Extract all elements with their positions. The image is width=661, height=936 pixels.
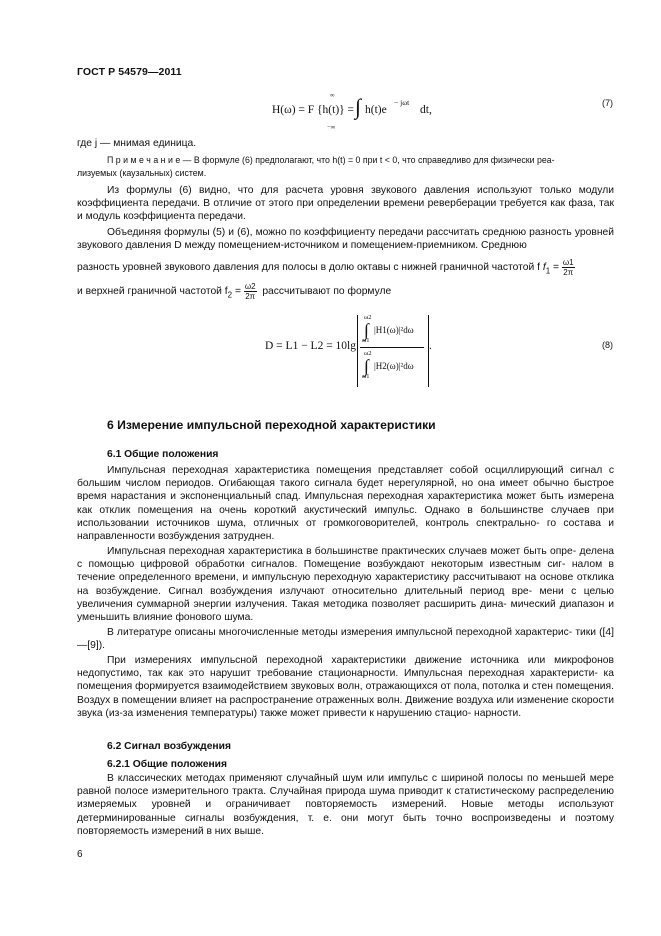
p61d-line: При измерениях импульсной переходной характеристики движение источника или микрофонов — [107, 655, 614, 666]
p61a-line: быть измерена как отклик помещения на очень короткий акустический импульс. Однако в большинстве — [77, 491, 614, 516]
p61b-line: делена с помощью цифровой обработки сигналов. Помещение возбуждают некоторым известным сиг- — [77, 546, 614, 571]
eq7-lhs: H(ω) = F {h(t)} = — [272, 104, 355, 116]
eq7-upper-limit: ∞ — [330, 92, 335, 99]
standard-header: ГОСТ Р 54579—2011 — [77, 66, 182, 78]
eq8-fraction-bar — [360, 347, 424, 348]
p61b-line: основе отклика на возбуждение. Сигнал возбуждения излучают относительно длительный период вре- — [77, 572, 614, 597]
f1-num: ω1 — [562, 258, 574, 267]
p61d-line: нарности. — [474, 707, 522, 719]
section-6-1-heading: 6.1 Общие положения — [107, 449, 219, 460]
where-j-line: где j — мнимая единица. — [77, 138, 197, 149]
paragraph-1 — [77, 184, 614, 224]
paragraph-6-1-c — [77, 626, 614, 652]
eq7-integrand: h(t)e — [365, 104, 387, 116]
eq7-tail: dt, — [420, 104, 432, 116]
paragraph-6-1-b — [77, 545, 614, 624]
f2-num: ω2 — [244, 282, 256, 291]
eq8-top-lower: ω1 — [362, 337, 370, 344]
para2-line: и верхней граничной частотой f — [77, 286, 228, 298]
p61a-line: с большим числом периодов. Огибающая такого сигнала будет нерегулярной, но она имеет обычно — [77, 465, 614, 490]
p61d-line: ка помещения формируется взаимодействием звуковых волн, отражающихся от пола, потолка и стен — [77, 668, 614, 693]
p621-line: В классических методах применяют случайный шум или импульс с шириной полосы по меньшей — [107, 773, 586, 784]
para1-line: Из формулы (6) видно, что для расчета уровня звукового давления используют только модули — [107, 185, 614, 196]
p61a-line: быстрое время нарастания и экспоненциальный спад. Импульсная переходная характеристика может — [77, 478, 614, 503]
eq8-bot-integrand: |H2(ω)|²dω — [374, 361, 414, 371]
section-6-heading: 6 Измерение импульсной переходной характеристики — [107, 418, 436, 432]
para2-line-f2: и верхней граничной частотой $f_2$ = $\frac{\omega 2}{2\pi}$ рассчитывают по формуле — [77, 282, 392, 301]
p61b-line: Импульсная переходная характеристика в большинстве практических случаев может быть опре- — [107, 546, 577, 557]
f2-subscript: 2 — [227, 290, 233, 300]
note-text-line1: — В формуле (6) предполагают, что h(t) = 0 при t < 0, что справедливо для физически реа- — [180, 155, 555, 165]
eq7-number: (7) — [602, 98, 613, 108]
para2-line: Объединяя формулы (5) и (6), можно по коэффициенту передачи рассчитать среднюю разность — [107, 227, 572, 238]
p61a-line: го состава и направленности возбуждения затруднен. — [77, 517, 614, 543]
paragraph-6-1-a — [77, 464, 614, 543]
p61b-line: мический диапазон и уменьшить влияние фонового шума. — [77, 598, 614, 624]
eq8-bot-lower: ω1 — [362, 373, 370, 380]
eq8-number: (8) — [602, 340, 613, 350]
p61c-line: В литературе описаны многочисленные методы измерения импульсной переходной характерис- — [107, 627, 573, 638]
note-text-line2: лизуемых (каузальных) систем. — [77, 167, 207, 178]
f1-den: 2π — [563, 268, 574, 277]
p61d-line: помещения. Воздух в помещении влияет на распространение отраженных волн. Движение воздуха или — [77, 681, 614, 706]
paragraph-6-1-d — [77, 654, 614, 720]
p61c-line: тики ([4]—[9]). — [77, 627, 614, 652]
para2-line: рассчитывают по формуле — [262, 286, 392, 298]
section-6-2-1-heading: 6.2.1 Общие положения — [107, 759, 227, 770]
eq7-lower-limit: −∞ — [327, 124, 336, 131]
eq7-integral-sign: ∫ — [355, 94, 362, 119]
f1-fraction — [562, 258, 575, 277]
para2-line: разность уровней звукового давления для полосы в долю октавы с нижней граничной частотой f — [77, 262, 540, 274]
para2-line-f1: разность уровней звукового давления для полосы в долю октавы с нижней граничной частотой f $f_1$ = $\frac{\omega 1}{2\pi}$ — [77, 258, 574, 277]
p61d-line: недопустимо, так как это нарушит требование стационарности. Импульсная переходная характеристи- — [77, 668, 598, 680]
eq7-exponent: − jωt — [394, 98, 410, 107]
eq8-lhs: D = L1 − L2 = 10lg — [265, 340, 357, 352]
p61a-line: Импульсная переходная характеристика помещения представляет собой осциллирующий сигнал — [107, 465, 603, 476]
f2-fraction — [244, 282, 257, 301]
p621-line: мере равной полосе измерительного тракта. Случайная природа шума приводит к статистическому — [77, 773, 614, 798]
note-label: П р и м е ч а н и е — [107, 155, 181, 165]
para1-line: коэффициента передачи. В отличие от этого при определении времени реверберации требуется как — [77, 198, 566, 210]
eq8-top-upper: ω2 — [364, 314, 372, 321]
paragraph-2 — [77, 226, 614, 252]
note-block — [77, 154, 614, 179]
eq8-tail: . — [429, 340, 432, 352]
para1-line: фаза, так и модуль коэффициента передачи. — [77, 198, 614, 223]
eq8-top-integrand: |H1(ω)|²dω — [374, 325, 414, 335]
eq8-top-integral: ∫ — [364, 320, 369, 340]
p61d-line: изменение скорости звука (из-за изменения температуры) также может привести к нарушению стацио- — [77, 694, 614, 719]
eq8-bot-integral: ∫ — [364, 356, 369, 376]
eq8-bot-upper: ω2 — [364, 350, 372, 357]
f2-den: 2π — [245, 292, 256, 301]
paragraph-6-2-1 — [77, 772, 614, 838]
f1-subscript: 1 — [545, 266, 551, 276]
p621-line: поэтому повторяемость измерений в них выше. — [77, 812, 614, 837]
p61b-line: мени с целью увеличения суммарной энергии излучения. Такая методика позволяет расширить дина- — [77, 585, 614, 610]
p61a-line: случаев при использовании источников шума, отличных от громкоговорителей, контроль спектрально- — [77, 504, 615, 529]
p621-line: используют детерминированные сигналы возбуждения, т. е. они могут быть точно воспроизведены и — [77, 799, 614, 824]
para2-line: уровней звукового давления D между помещением-источником и помещением-приемником. Среднюю — [77, 227, 614, 252]
section-6-2-heading: 6.2 Сигнал возбуждения — [107, 741, 231, 752]
p61b-line: налом в течение определенного времени, и импульсную переходную характеристику рассчитывают на — [77, 559, 614, 584]
p621-line: распределению измеряемых уровней и ограничивает повторяемость измерений. Новые методы — [77, 786, 614, 811]
page-number: 6 — [77, 849, 83, 860]
